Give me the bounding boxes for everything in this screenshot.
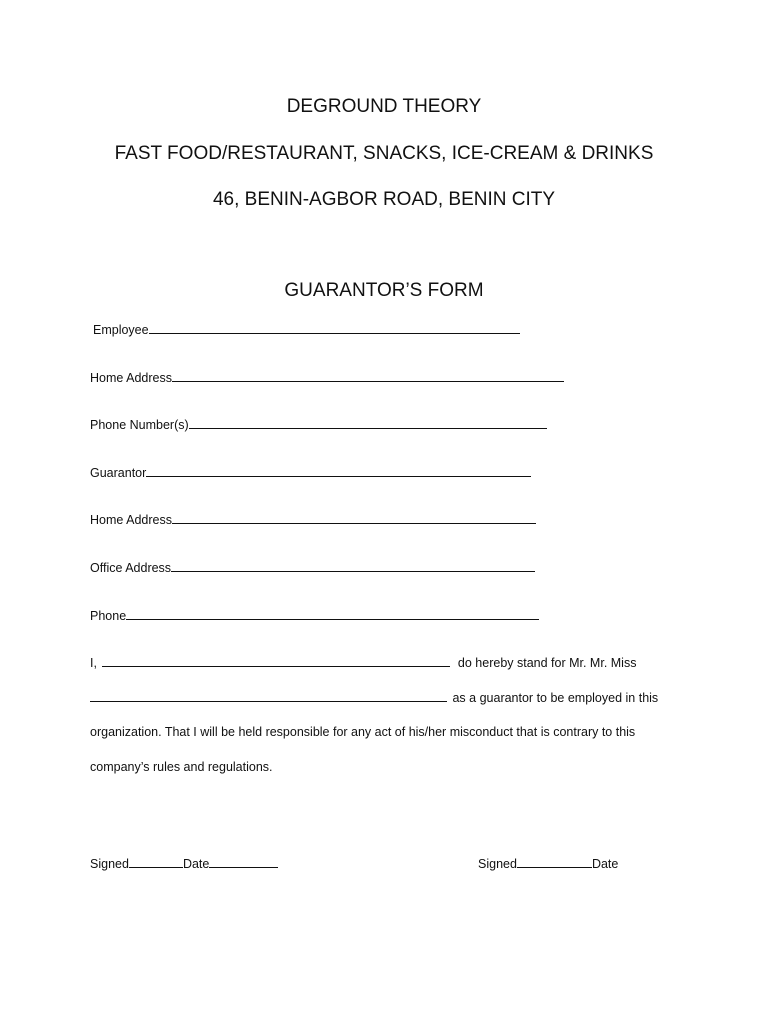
home-address-label: Home Address — [90, 371, 172, 385]
declarant-name-field[interactable] — [102, 655, 450, 667]
office-address-row — [90, 560, 535, 575]
left-date-field[interactable] — [209, 856, 278, 868]
employee-row — [93, 322, 520, 337]
company-name: DEGROUND THEORY — [286, 96, 482, 117]
left-signed-label: Signed — [90, 857, 129, 871]
phone-numbers-row — [90, 417, 547, 432]
right-date-label: Date — [591, 857, 619, 871]
guarantor-label: Guarantor — [90, 466, 147, 480]
guarantor-home-address-label: Home Address — [90, 513, 172, 527]
business-type: FAST FOOD/RESTAURANT, SNACKS, ICE-CREAM & DRINKS — [114, 143, 654, 164]
phone-numbers-label: Phone Number(s) — [90, 418, 189, 432]
guarantor-field[interactable] — [146, 465, 531, 477]
guarantor-home-address-field[interactable] — [172, 512, 536, 524]
declaration-line-2 — [90, 690, 658, 705]
phone-label: Phone — [90, 609, 127, 623]
declaration-line-3: organization. That I will be held responsible for any act of his/her misconduct that is contrary to this — [90, 725, 636, 739]
declaration-stand-for: do hereby stand for Mr. Mr. Miss — [457, 656, 637, 670]
phone-numbers-field[interactable] — [189, 417, 547, 429]
left-signature-field[interactable] — [129, 856, 183, 868]
left-date-label: Date — [182, 857, 210, 871]
right-signed-label: Signed — [478, 857, 517, 871]
guarantor-row — [90, 465, 531, 480]
home-address-field[interactable] — [172, 370, 564, 382]
office-address-field[interactable] — [171, 560, 535, 572]
employee-name-field[interactable] — [90, 690, 447, 702]
home-address-row-2 — [90, 512, 536, 527]
phone-row — [90, 608, 539, 623]
right-signature-row — [478, 856, 618, 871]
company-address: 46, BENIN-AGBOR ROAD, BENIN CITY — [212, 189, 556, 210]
form-title: GUARANTOR’S FORM — [284, 280, 484, 301]
declaration-as-guarantor: as a guarantor to be employed in this — [452, 691, 659, 705]
employee-label: Employee — [93, 323, 149, 337]
declaration-prefix: I, — [90, 656, 97, 670]
office-address-label: Office Address — [90, 561, 172, 575]
right-signature-field[interactable] — [517, 856, 592, 868]
declaration-line-1 — [90, 655, 636, 670]
employee-field[interactable] — [149, 322, 520, 334]
phone-field[interactable] — [126, 608, 539, 620]
left-signature-row — [90, 856, 278, 871]
declaration-line-4: company’s rules and regulations. — [90, 760, 273, 774]
home-address-row-1 — [90, 370, 564, 385]
